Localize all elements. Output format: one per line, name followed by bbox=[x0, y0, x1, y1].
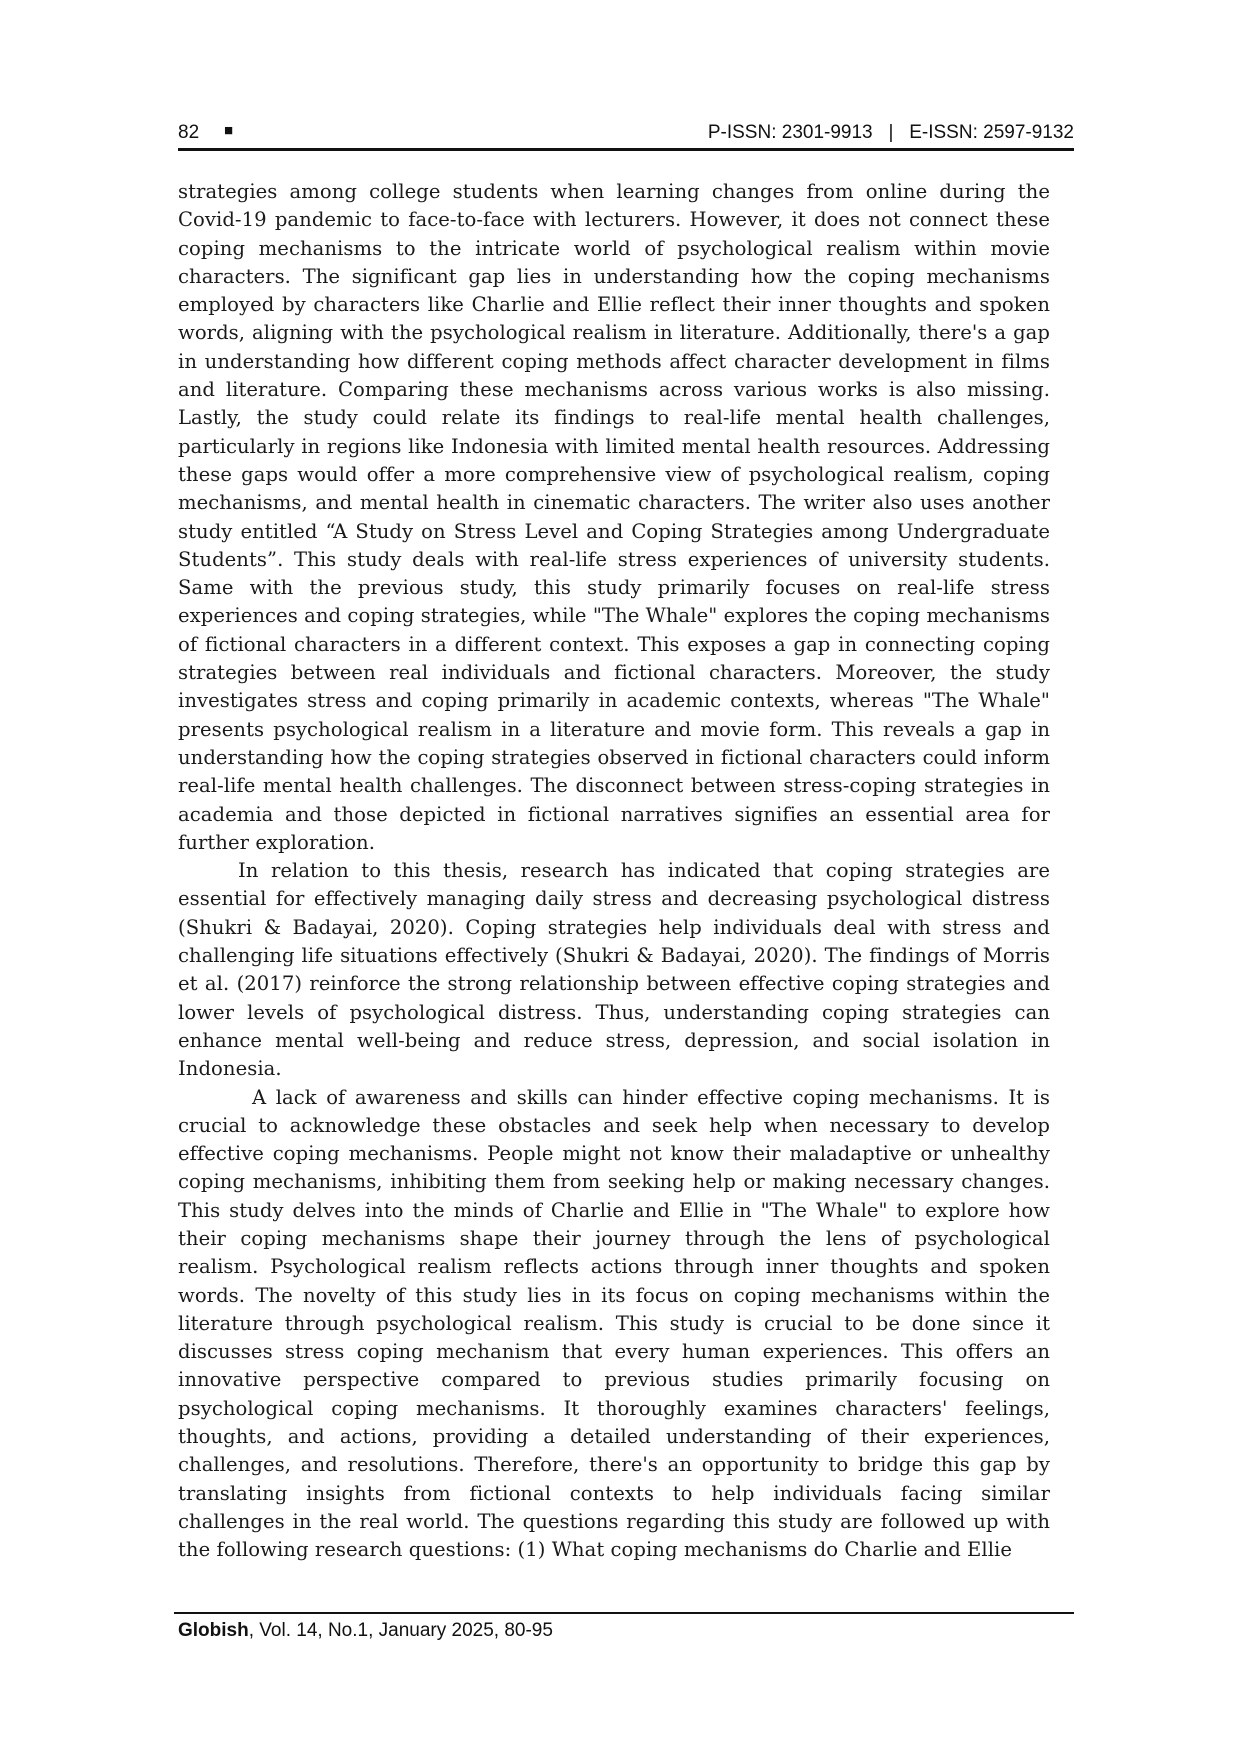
journal-citation: , Vol. 14, No.1, January 2025, 80-95 bbox=[248, 1620, 553, 1641]
paragraph-1: strategies among college students when learning changes from online during the Covid-19 pandemic to face-to-face with lecturers. However, it does not connect these coping mechanisms to the intricate world of psychological realism within movie characters. The significant gap lies in understanding how the coping mechanisms employed by characters like Charlie and Ellie reflect their inner thoughts and spoken words, aligning with the psychological realism in literature. Additionally, there's a gap in understanding how different coping methods affect character development in films and literature. Comparing these mechanisms across various works is also missing. Lastly, the study could relate its findings to real-life mental health challenges, particularly in regions like Indonesia with limited mental health resources. Addressing these gaps would offer a more comprehensive view of psychological realism, coping mechanisms, and mental health in cinematic characters. The writer also uses another study entitled “A Study on Stress Level and Coping Strategies among Undergraduate Students”. This study deals with real-life stress experiences of university students. Same with the previous study, this study primarily focuses on real-life stress experiences and coping strategies, while "The Whale" explores the coping mechanisms of fictional characters in a different context. This exposes a gap in connecting coping strategies between real individuals and fictional characters. Moreover, the study investigates stress and coping primarily in academic contexts, whereas "The Whale" presents psychological realism in a literature and movie form. This reveals a gap in understanding how the coping strategies observed in fictional characters could inform real-life mental health challenges. The disconnect between stress-coping strategies in academia and those depicted in fictional narratives signifies an essential area for further exploration. bbox=[178, 180, 1050, 854]
paragraph-3: A lack of awareness and skills can hinder effective coping mechanisms. It is crucial to acknowledge these obstacles and seek help when necessary to develop effective coping mechanisms. People might not know their maladaptive or unhealthy coping mechanisms, inhibiting them from seeking help or making necessary changes. This study delves into the minds of Charlie and Ellie in "The Whale" to explore how their coping mechanisms shape their journey through the lens of psychological realism. Psychological realism reflects actions through inner thoughts and spoken words. The novelty of this study lies in its focus on coping mechanisms within the literature through psychological realism. This study is crucial to be done since it discusses stress coping mechanism that every human experiences. This offers an innovative perspective compared to previous studies primarily focusing on psychological coping mechanisms. It thoroughly examines characters' feelings, thoughts, and actions, providing a detailed understanding of their experiences, challenges, and resolutions. Therefore, there's an opportunity to bridge this gap by translating insights from fictional contexts to help individuals facing similar challenges in the real world. The questions regarding this study are followed up with the following research questions: (1) What coping mechanisms do Charlie and Ellie bbox=[178, 1085, 1050, 1562]
header-rule bbox=[178, 148, 1074, 151]
journal-name: Globish bbox=[178, 1620, 249, 1641]
running-header bbox=[178, 118, 1074, 152]
running-footer bbox=[178, 1620, 553, 1642]
footer-rule bbox=[174, 1612, 1074, 1614]
square-marker-icon: ■ bbox=[224, 122, 234, 139]
issn-line: P-ISSN: 2301-9913 | E-ISSN: 2597-9132 bbox=[707, 122, 1074, 143]
article-body bbox=[178, 178, 1050, 1565]
page-number: 82 bbox=[178, 122, 200, 143]
paragraph-2: In relation to this thesis, research has indicated that coping strategies are essential for effectively managing daily stress and decreasing psychological distress (Shukri & Badayai, 2020). Coping strategies help individuals deal with stress and challenging life situations effectively (Shukri & Badayai, 2020). The findings of Morris et al. (2017) reinforce the strong relationship between effective coping strategies and lower levels of psychological distress. Thus, understanding coping strategies can enhance mental well-being and reduce stress, depression, and social isolation in Indonesia. bbox=[178, 859, 1050, 1081]
